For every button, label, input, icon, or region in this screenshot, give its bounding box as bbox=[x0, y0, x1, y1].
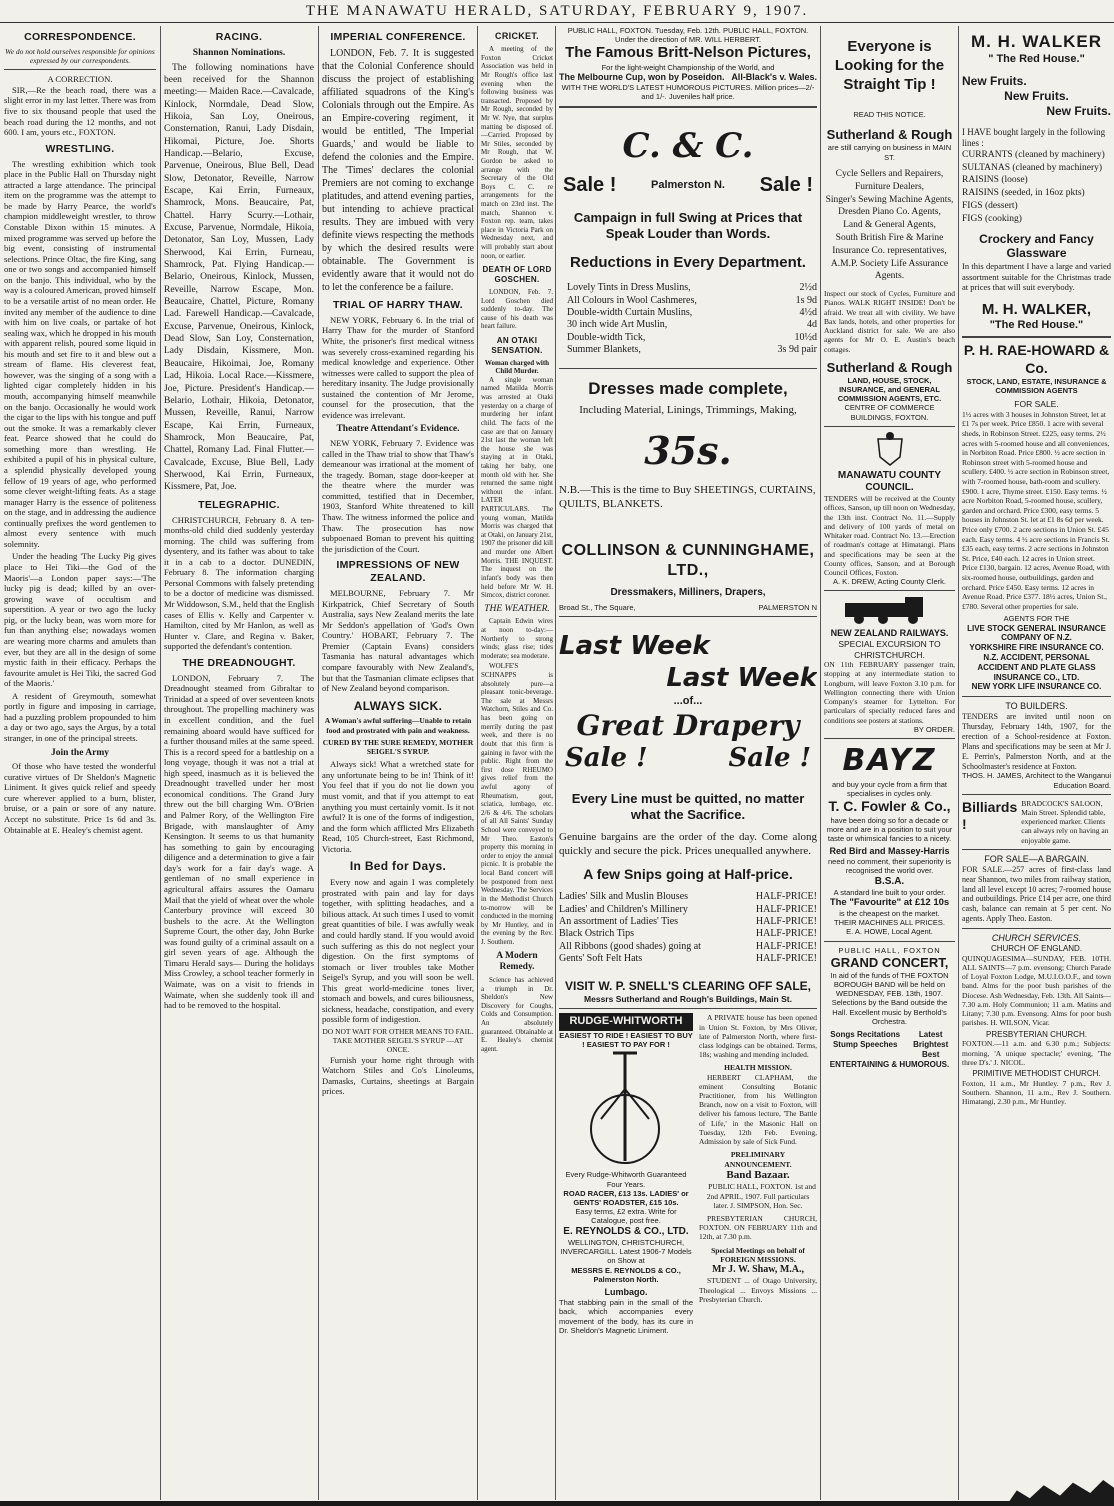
locomotive-icon bbox=[835, 595, 945, 625]
council-heading: MANAWATU COUNTY COUNCIL. bbox=[837, 469, 942, 493]
reduction-item-row bbox=[567, 307, 817, 319]
snip-item-value: HALF-PRICE! bbox=[755, 952, 817, 964]
divider bbox=[4, 69, 156, 70]
rudge-whitworth-ad bbox=[559, 1013, 693, 1335]
by-order: BY ORDER. bbox=[913, 724, 955, 734]
excursion-heading: SPECIAL EXCURSION TO CHRISTCHURCH. bbox=[838, 639, 941, 660]
theatre-text: NEW YORK, February 7. Evidence was called in the Thaw trial to show that Thaw's demeanour was irrational at the moment of the tragedy. Boman, stage door-keeper at the theatre where the murder was committed, testified that in December, 1903, Stanford White threatened to kill Thaw. The witness informed the police and Thaw. The prosecution has now subpoenaed Boman to prevent his quitting the jurisdiction of the Court. bbox=[322, 438, 474, 554]
snip-item-value: HALF-PRICE! bbox=[755, 891, 817, 903]
sale-a: Sale ! bbox=[565, 743, 648, 774]
column-7-ads bbox=[962, 26, 1111, 1500]
grand-concert: GRAND CONCERT, bbox=[830, 954, 949, 970]
cc-logo: C. & C. bbox=[622, 125, 754, 166]
column-3 bbox=[322, 26, 474, 1500]
last-week-1: Last Week bbox=[559, 631, 710, 662]
sale-listings: 1½ acres with 3 houses in Johnston Street, let at £1 7s per week. Price £850. 1 acre with several sheds, in Robinson Street. £225, easy terms. 2½ acres with 5-roomed house and all conveniences, in Norbiton Road. Price £800. ½ acre section in Robinson street with 5-roomed house and scullery. £400. ½ acre section in Robinson street, with 7-roomed house, bath-room and scullery. £900. 1 acre, Thyme street. £150. Easy terms. ½ acre Norbiton Road, 5-roomed house, scullery, garden and orchard. Price £300, easy terms. 5 houses in Johnston St. let at £1 8s 6d per week. Price only £700. 2 acre sections in Union St. £45 each. Easy terms. 4 ½ acre sections in Francis St. £35 each, easy terms. 2 acre sections in Johnston St. Price, £40 each. 12 acres in Union street. Price £130, bargain. 12 acres, Avenue Road, with six-roomed house, outbuildings, garden and orchard. Price £450. Easy terms. 12 acres in Avenue Road. Price £377. 18½ acres, Union St., £780. Several other properties for sale. bbox=[962, 409, 1110, 611]
collinson-name: COLLINSON & CUNNINGHAME, LTD., bbox=[561, 542, 815, 580]
telegraphic-heading: TELEGRAPHIC. bbox=[198, 498, 280, 511]
last-week-2: Last Week bbox=[666, 663, 817, 694]
nb-line: N.B.—This is the time to Buy SHEETINGS, CURTAINS, QUILTS, BLANKETS. bbox=[559, 484, 816, 510]
entertaining-line: ENTERTAINING & HUMOROUS. bbox=[829, 1059, 950, 1069]
read-notice: READ THIS NOTICE. bbox=[853, 110, 926, 120]
correspondence-heading: CORRESPONDENCE. bbox=[24, 31, 136, 43]
sick-subheading-2: CURED BY THE SURE REMEDY, MOTHER SEIGEL'S SYRUP. bbox=[322, 737, 474, 757]
shannon-title: Shannon Nominations. bbox=[192, 47, 286, 58]
services-list bbox=[824, 168, 955, 283]
rudge-guarantee: Every Rudge-Whitworth Guaranteed Four Years. bbox=[565, 1170, 687, 1189]
songs-list: Songs Recitations Stump Speeches bbox=[830, 1030, 901, 1049]
imperial-text: LONDON, Feb. 7. It is suggested that the Colonial Conference should discuss the project of establishing affiliated squadrons of the King's Colonials through out the Empire. As an Empire-covering regiment, it would be entitled, 'The Imperial Guards,' and would be liable to defend the colonies and the Empire. The 'Times' declares the colonial Premiers are not coming to exchange platitudes, and attend evening parties, but intending to achieve practical results. They are imbued with very definite views respecting the methods by which the desired results were obtainable. The Government is evidently aware that it would not do to let the conference be a failure. bbox=[322, 47, 474, 293]
billiards-text: BRADCOCK'S SALOON, Main Street. Splendid table, experienced marker. Clients can always rely on having an enjoyable game. bbox=[1021, 798, 1109, 845]
favourite-sub: is the cheapest on the market. bbox=[839, 908, 940, 918]
racing-text: The following nominations have been received for the Shannon meeting:— Maiden Race.—Cavalcade, Kinlock, Normdale, Dead Slow, Hikoia, San Loy, Oneirous, Consternation, Ranui, Lady Disdain, Hikomai, Picture, Joe. Shorts Handicap.—Belario, Excuse, Parvenue, Oneirous, Blue Bell, Dead Slow, Detonator, Reveille, Narrow Escape, Kai Errin, Furneaux, Shamrock, Mons. Beaucaire, Pat, Chattel. Harry Scurry.—Lothair, Excuse, Parvenue, Normdale, Hikoia, Detonator, San Loy, Mussen, Lady Sherwood, Kai Errin, Furneau, Shamrock, Pat. Flying Handicap.—Belario, Oneirous, Kinlock, Mussen, Reveille, Narrow Escape, Mon. Beaucaire, Chattel, Picture, Romany Lad. Farewell Handicap.—Cavalcade, Excuse, Parvenue, Oneirous, Kinlock, Dead Slow, San Loy, Consternation, Lady Disdain, Kissmere, Mon. Beaucaire, Hikoimai, Joe, Romany Lad, Hikoia. Local Race.—Kissmere, Joe, Picture. President's Handicap.—Belario, Lothair, Hikoia, Detonator, Mussen, Reveille, Ranui, Narrow Escape, Kai Errin, Furneaux, Shamrock, Mon Beaucaire, Pat, Chattel, Romany Lad. Final Flutter.—Cavalcade, Excuse, Blue Bell, Lady Sherwood, Kai Errin, Furneaux, Kissmere, Pat, Joe. bbox=[164, 62, 314, 493]
fruit-line: FIGS (dessert) bbox=[962, 201, 1018, 212]
band-detail: PUBLIC HALL, FOXTON. 1st and 2nd APRIL, 1907. Full particulars later. J. SIMPSON, Hon. Sec. bbox=[706, 1182, 816, 1210]
snip-item-value: HALF-PRICE! bbox=[755, 903, 817, 915]
britt-small: WITH THE WORLD'S LATEST HUMOROUS PICTURES. Million prices—2/- and 1/-. Juveniles half price. bbox=[561, 83, 815, 102]
bed-heading: In Bed for Days. bbox=[349, 859, 447, 874]
bargain-text: FOR SALE.—257 acres of first-class land near Shannon, two miles from railway station, land all level except 10 acres; 7-roomed house and outbuildings. Price £14 per acre, one third cash, balance can remain at 5 per cent. No agents. Apply Theo. Easton. bbox=[962, 864, 1111, 924]
reductions: Reductions in Every Department. bbox=[570, 253, 806, 271]
schnapps-text: WOLFE'S SCHNAPPS is absolutely pure—a pleasant tonic-beverage. The sale at Messrs Watchorn, Stiles and Co. has been going on merrily during the past week, and there is no doubt that this firm is gaining in favor with the public. Right from the first dose RHEUMO gives relief from the awful agony of Rheumatism, gout, sciatica, lumbago, etc. 2/6 & 4/6. The scholars of all All Saints' Sunday School were conveyed to Mr Theo. Easton's property this morning in order to enjoy the annual picnic. It is probable the local Band concert will be postponed from next Wednesday. The Services in the Methodist Church to-morrow will be conducted in the morning by Mr Huntley, and in the evening by the Rev. J. Southern. bbox=[481, 662, 553, 946]
service-line: Dresden Piano Co. Agents, bbox=[838, 207, 941, 218]
crockery-heading: Crockery and Fancy Glassware bbox=[979, 231, 1094, 261]
service-line: Land & General Agents, bbox=[843, 220, 936, 231]
red-bird: Red Bird and Massey-Harris bbox=[829, 846, 950, 857]
dresses-heading: Dresses made complete, bbox=[588, 379, 788, 399]
rae-howard-heading: P. H. RAE-HOWARD & Co. bbox=[963, 342, 1110, 376]
drapers-line: Dressmakers, Milliners, Drapers, bbox=[610, 586, 766, 598]
reduction-item-row bbox=[567, 319, 817, 331]
fruit-line: RAISINS (seeded, in 16oz pkts) bbox=[962, 188, 1085, 199]
reduction-item-value: 1s 9d bbox=[795, 294, 817, 306]
church-services-heading: CHURCH SERVICES. bbox=[991, 932, 1082, 943]
snip-item-value: HALF-PRICE! bbox=[755, 940, 817, 952]
snips-list bbox=[559, 891, 817, 965]
remedy-heading: A Modern Remedy. bbox=[496, 950, 538, 973]
reduction-item-row bbox=[567, 332, 817, 344]
presbyterian-text: FOXTON.—11 a.m. and 6.30 p.m.; Subjects: morning, 'A unique spectacle;' evening, 'The three D's.' J. NICOL. bbox=[962, 1039, 1111, 1067]
genuine-line: Genuine bargains are the order of the day. Come along quickly and secure the pick. Prices unequalled anywhere. bbox=[559, 831, 817, 857]
fowler-text: have been doing so for a decade or more and are in a position to suit your taste or whimsical fancies to a nicety. bbox=[826, 815, 953, 843]
railways-heading: NEW ZEALAND RAILWAYS. bbox=[830, 628, 949, 639]
rudge-title: RUDGE-WHITWORTH bbox=[559, 1013, 693, 1031]
bed-text: Every now and again I was completely prostrated with pain and lay for days together, with splitting headaches, and a bilious attack. At such times I used to vomit great quantities of bile. I was awfully weak and could hardly stand. If you would avoid such suffering as this do not neglect your digestion. On the first symptoms of stomach or liver troubles take Mother Seigel's Syrup, and you will soon be well. This great world-medicine tones liver, stomach and bowels, and cures biliousness, sickness, headache, constipation, and every possible form of indigestion. bbox=[322, 877, 474, 1025]
impressions-text: MELBOURNE, February 7. Mr Kirkpatrick, Chief Secretary of South Australia, says New Zealand merits the late Mr Seddon's appellation of 'God's Own Country.' HOBART, February 7. The Premier (Captain Evans) considers Tasmania has natural advantages which compare favourably with New Zealand's, but that the Tasmanian climate eclipses that of New Zealand beyond comparison. bbox=[322, 588, 474, 694]
snip-item-value: HALF-PRICE! bbox=[755, 915, 817, 927]
impressions-heading: IMPRESSIONS OF NEW ZEALAND. bbox=[336, 559, 460, 585]
theatre-heading: Theatre Attendant's Evidence. bbox=[336, 424, 460, 435]
great-drapery: Great Drapery bbox=[576, 708, 800, 742]
campaign: Campaign in full Swing at Prices that Speak Louder than Words. bbox=[573, 210, 803, 241]
walker-heading: M. H. WALKER bbox=[971, 32, 1102, 51]
band-bazaar: Band Bazaar. bbox=[726, 1168, 790, 1181]
goschen-heading: DEATH OF LORD GOSCHEN. bbox=[482, 265, 552, 285]
bsa-heading: B.S.A. bbox=[874, 875, 905, 887]
bargain-heading: FOR SALE—A BARGAIN. bbox=[984, 853, 1089, 864]
rudge-prices: ROAD RACER, £13 13s. LADIES' or GENTS' ROADSTER, £15 10s. bbox=[563, 1188, 689, 1207]
reduction-item-label: 30 inch wide Art Muslin, bbox=[567, 319, 668, 331]
masthead: THE MANAWATU HERALD, SATURDAY, FEBRUARY 9, 1907. bbox=[0, 0, 1114, 23]
syrup-line: DO NOT WAIT FOR OTHER MEANS TO FAIL. TAKE MOTHER SEIGEL'S SYRUP —AT ONCE. bbox=[322, 1027, 474, 1055]
excursion-text: ON 11th FEBRUARY passenger train, stopping at any intermediate station to Longburn, will leave Foxton 3.10 p.m. for Wellington connecting there with Union Company's steamer for Lyttelton. For particulars of specially reduced fares and conditions see posters at stations. bbox=[824, 660, 955, 725]
wrestling-heading: WRESTLING. bbox=[45, 142, 115, 155]
snip-item-row bbox=[559, 928, 817, 940]
snell-heading: VISIT W. P. SNELL'S CLEARING OFF SALE, bbox=[565, 979, 811, 994]
reduction-item-row bbox=[567, 344, 817, 356]
sick-text: Always sick! What a wretched state for any unfortunate being to be in! Think of it! You feel that if you do not lie down you must vomit, and that if you attempt to eat anything you must certainly vomit. Is it not awful? It is one of the forms of indigestion, and the form which afflicted Mrs Elizabeth Read, 105 Church-street, East Richmond, Victoria. bbox=[322, 759, 474, 854]
builders-heading: TO BUILDERS. bbox=[1005, 701, 1068, 712]
snip-item-label: All Ribbons (good shades) going at bbox=[559, 940, 701, 952]
fruit-list bbox=[962, 149, 1111, 226]
rudge-terms: Easy terms, £2 extra. Write for Catalogue, post free. bbox=[575, 1207, 677, 1226]
methodist-heading: PRIMITIVE METHODIST CHURCH. bbox=[972, 1069, 1101, 1079]
disclaimer: We do not hold ourselves responsible for opinions expressed by our correspondents. bbox=[5, 46, 155, 66]
snip-item-row bbox=[559, 941, 817, 953]
crockery-text: In this department I have a large and varied assortment suitable for the Christmas trade at prices that will suit everybody. bbox=[962, 261, 1111, 293]
inspect-text: Inspect our stock of Cycles, Furniture and Pianos. WALK RIGHT INSIDE! Don't be afraid. We treat all with civility. We have Bax lands, hotels, and other properties for Auckland district for sale. We are also agents for Mr O. E. Austin's beach cottages. bbox=[824, 289, 955, 354]
goschen-text: LONDON, Feb. 7. Lord Goschen died suddenly to-day. The cause of his death was heart failure. bbox=[481, 287, 553, 331]
prices-line: THEIR MACHINES ALL PRICES. bbox=[834, 918, 945, 928]
reduction-item-label: Lovely Tints in Dress Muslins, bbox=[567, 282, 691, 294]
snip-item-label: Black Ostrich Tips bbox=[559, 928, 635, 940]
reduction-item-value: 4½d bbox=[799, 307, 817, 318]
reynolds-local: MESSRS E. REYNOLDS & CO., Palmerston North. bbox=[571, 1265, 681, 1284]
snip-item-value: HALF-PRICE! bbox=[755, 928, 817, 940]
bayz-heading: BAYZ bbox=[842, 742, 937, 778]
live-stock-insurance: LIVE STOCK GENERAL INSURANCE COMPANY OF N.Z. bbox=[967, 623, 1106, 643]
cricket-heading: CRICKET. bbox=[495, 31, 539, 41]
lucky-pig-text: Under the heading 'The Lucky Pig gives place to Hei Tiki—the God of the Maoris'—a London paper says:—'The lucky pig is dead; killed by an over-growing wave of occultism and superstition. A year or two ago the lucky pig, or the lucky bean, was worn more for fun than anything else; nowadays women are wearing more charms and amulets than ever, but they are all in the design of some mystic faith in their efficacy. Perhaps the favourite amulet is Hei Tiki, the sacred God of the Maoris.' bbox=[4, 551, 156, 689]
bought-line: I HAVE bought largely in the following lines : bbox=[962, 126, 1106, 148]
methodist-text: Foxton, 11 a.m., Mr Huntley. 7 p.m., Rev J. Southern. Shannon, 11 a.m., Rev J. Southern. Himatangi, 2.30 p.m., Mr Huntley. bbox=[962, 1078, 1111, 1107]
thaw-heading: TRIAL OF HARRY THAW. bbox=[332, 298, 464, 311]
torn-edge bbox=[0, 1501, 1114, 1506]
drew-signature: A. K. DREW, Acting County Clerk. bbox=[833, 577, 946, 587]
agents-for: AGENTS FOR THE bbox=[1003, 614, 1070, 624]
presbyterian-notice: PRESBYTERIAN CHURCH, FOXTON. ON FEBRUARY 11th and 12th, at 7.30 p.m. bbox=[699, 1213, 817, 1242]
red-house: " The Red House." bbox=[988, 52, 1085, 65]
sutherland-rough: Sutherland & Rough bbox=[826, 127, 953, 143]
reduction-item-value: 4d bbox=[807, 319, 817, 331]
private-house: A PRIVATE house has been opened in Union St. Foxton, by Mrs Oliver, late of Palmerston North, where first-class lodgings can be obtained. Terms, 18s; washing and mending included. bbox=[699, 1013, 817, 1060]
snip-item-row bbox=[559, 953, 817, 965]
service-line: Singer's Sewing Machine Agents, bbox=[825, 194, 954, 205]
snip-item-label: Ladies' and Children's Millinery bbox=[559, 903, 688, 915]
sutherland-rough-2-sub: LAND, HOUSE, STOCK, INSURANCE, and GENERAL COMMISSION AGENTS, ETC. bbox=[837, 375, 942, 404]
otaki-heading: AN OTAKI SENSATION. bbox=[491, 336, 543, 355]
lumbago-text: That stabbing pain in the small of the back, which accompanies every movement of the body, has its cure in Dr. Sheldon's Magnetic Liniment. bbox=[559, 1298, 693, 1335]
wrestling-text: The wrestling exhibition which took place in the Public Hall on Thursday night attracted a large attendance. The principal item on the programme was the attempt to be made by Harry Pearce, the world's champion middleweight wrestler, to throw Constable Dixon within 15 minutes. A mixed programme was served up before the big event, consisting of instrumental selections. Prince Oltac, the fire King, sang one or two songs and accompanied himself on the banjo. This individual, who by the way is a coloured American, proved himself to be a versatile artist of no mean order. He invited any member of the audience to dine with him on live coals, or partake of hot sealing wax, which he dropped in his mouth with apparent relish, poured some liquid in his mouth and set fire to it and blew out a stream of flame. His cleverest feat, however, was the singing of a song with a lighted cigar completely hidden in his mouth, accompanying himself meanwhile on the banjo. Occasionally he would work the cigar to the lips with his tongue and puff out the smoke. It was a remarkably clever feat. Pearce showed that he could do something more than wrestling. He exhibited a pupil of his in physical culture, a splendid physically developed young fellow of 19 years of age, who performed some clever weight-lifting feats. As a stage manager Harry is the essence of politeness on the stage, and in addressing the audience continually prefixes the word gentlemen to almost every sentence with much solemnity. bbox=[4, 158, 156, 549]
snips-heading: A few Snips going at Half-price. bbox=[583, 866, 793, 883]
sale-right: Sale ! bbox=[759, 174, 813, 197]
coat-of-arms-icon bbox=[870, 431, 910, 467]
sick-subheading: A Woman's awful suffering—Unable to retain food and prostrated with pain and weakness. bbox=[324, 716, 472, 735]
dress-price: 35s. bbox=[644, 427, 732, 473]
fruit-line: RAISINS (loose) bbox=[962, 175, 1028, 186]
telegraphic-text: CHRISTCHURCH, February 8. A ten-months-old child died suddenly yesterday morning. The child was suffering from dysentery, and its father was about to take it in a cab to a doctor. DUNEDIN, February 8. The information charging Personal Commons with falsely pretending to be a doctor of medicine was dismissed. Mr Widdowson, S.M., held that the English cases of Ellis v. Kelly and Carpenter v. Hamilton, cited by Mr Hanlon, as well as Hunter v. Clare, and Regina v. Baker, supported the defendant's contention. bbox=[164, 514, 314, 652]
grand-text: In aid of the funds of THE FOXTON BOROUGH BAND will be held on WEDNESDAY, FEB. 13th, 1907. Selections by the Band outside the Hall. Excellent music by Berthold's Orchestra. bbox=[830, 970, 949, 1026]
billiards-heading: Billiards ! bbox=[962, 798, 1018, 832]
reynolds-name: E. REYNOLDS & CO., LTD. bbox=[563, 1225, 689, 1237]
hall-under: Under the direction of MR. WILL HERBERT. bbox=[615, 35, 761, 45]
red-house-2: "The Red House." bbox=[989, 318, 1084, 331]
new-fruits-2: New Fruits. bbox=[1004, 89, 1069, 104]
reductions-list bbox=[559, 282, 817, 356]
howe-agent: E. A. HOWE, Local Agent. bbox=[846, 927, 933, 937]
james-signature: THOS. H. JAMES, Architect to the Wanganui Education Board. bbox=[962, 771, 1111, 790]
prelim-heading: PRELIMINARY ANNOUNCEMENT. bbox=[724, 1150, 792, 1169]
bayz-sub: and buy your cycle from a firm that specialises in cycles only. bbox=[831, 779, 948, 799]
sale-b: Sale ! bbox=[728, 743, 811, 774]
church-england-heading: CHURCH OF ENGLAND. bbox=[990, 943, 1083, 953]
bsa-text: A standard line built to your order. bbox=[833, 887, 946, 897]
racing-heading: RACING. bbox=[215, 31, 263, 43]
builders-text: TENDERS are invited until noon on Thursday, February 14th, 1907, for the erection of a School-residence at Foxton. Plans and specifications may be seen at Mr J. E. Perrin's, Palmerston North, and at the Schoolmaster's residence at Foxton. bbox=[962, 712, 1111, 771]
shaw-sub: STUDENT ... of Otago University, Theological ... Envoys Missions ... Presbyterian Church. bbox=[699, 1276, 817, 1304]
melbourne-cup: The Melbourne Cup, won by Poseidon. bbox=[559, 72, 725, 83]
column-rule bbox=[555, 26, 556, 1500]
public-hall-heading: PUBLIC HALL, FOXTON bbox=[838, 945, 941, 955]
palmerston: Palmerston N. bbox=[651, 178, 725, 191]
health-heading: HEALTH MISSION. bbox=[724, 1063, 792, 1073]
correction-text: SIR,—Re the beach road, there was a slight error in my last letter. There was from five to six thousand people that used the beach road during the 12 months, and not 600. I am, yours etc., FOXTON. bbox=[4, 84, 156, 138]
red-bird-sub: need no comment, their superiority is recognised the world over. bbox=[828, 857, 951, 876]
collinson-town: PALMERSTON N bbox=[758, 603, 817, 613]
notices-column bbox=[699, 1013, 817, 1335]
sutherland-sub: are still carrying on business in MAIN ST. bbox=[827, 143, 952, 162]
dreadnought-heading: THE DREADNOUGHT. bbox=[182, 656, 296, 669]
weather-text: Captain Edwin wires at noon to-day:— Northerly to strong winds; glass rise; tides moderate; sea moderate. bbox=[481, 617, 553, 660]
ny-life-insurance: NEW YORK LIFE INSURANCE CO. bbox=[971, 682, 1102, 692]
yorkshire-insurance: YORKSHIRE FIRE INSURANCE CO. bbox=[969, 643, 1104, 653]
column-5-ads bbox=[559, 26, 817, 1500]
correction-title: A CORRECTION. bbox=[47, 74, 113, 85]
join-army-title: Join the Army bbox=[50, 747, 110, 758]
every-line: Every Line must be quitted, no matter what the Sacrifice. bbox=[571, 791, 805, 823]
column-rule bbox=[958, 26, 959, 1500]
service-line: A.M.P. Society Life Assurance Agents. bbox=[830, 258, 949, 282]
snip-item-row bbox=[559, 904, 817, 916]
latest-list: Latest Brightest Best bbox=[913, 1030, 949, 1059]
column-4 bbox=[481, 26, 553, 1500]
dreadnought-text: LONDON, February 7. The Dreadnought steamed from Gibraltar to Trinidad at a speed of over seventeen knots throughout. The propelling machinery was in excellent condition, and the fuel remaining aboard would have sufficed for a further thousand miles at the same speed. This is a record speed for a battleship on a long voyage, though it was not a trial at high speed, inasmuch as it is believed the Dreadnought travelled under her most economical conditions. The Grand Jury threw out the bill charging Wm. O'Brien and Palmer Rory, of the Wellington Fire Brigade, with manslaughter of Amy Kensington. It seems to us that humanity has something to gain by encouraging diligence and a determination to give a fair day's work for a fair day's wage. A gentleman of no small experience in agricultural affairs assures the Oamaru Mail that the yield of wheat over the whole Canterbury province will exceed 30 bushels to the acre. At the Wellington Supreme Court, the other day, John Burke was found guilty of a criminal assault on a girl seven years of age. Although the Timaru Herald says— During the holidays Miss Crowley, a school teacher formerly in Waimate, was on a visit to friends in Waimate, when she suddenly took ill and had to be removed to the hospital. bbox=[164, 672, 314, 1011]
service-line: South British Fire & Marine Insurance Co. representatives, bbox=[832, 232, 947, 256]
reduction-item-label: Double-width Tick, bbox=[567, 331, 646, 343]
reduction-item-label: All Colours in Wool Cashmeres, bbox=[567, 294, 697, 306]
service-line: Cycle Sellers and Repairers, Furniture Dealers, bbox=[835, 168, 944, 192]
column-1 bbox=[4, 26, 156, 1500]
reduction-item-row bbox=[567, 295, 817, 307]
weather-heading: THE WEATHER. bbox=[484, 603, 550, 614]
fowler-name: T. C. Fowler & Co., bbox=[828, 798, 951, 815]
thaw-text: NEW YORK, February 6. In the trial of Harry Thaw for the murder of Stanford White, the prisoner's first medical witness was severely cross-examined regarding his medical knowledge and experience. Other witnesses were called to support the plea of hereditary insanity. The Judge provisionally sustained the contention of Mr Jerome, counsel for the prosecution, that the evidence was irrelevant. bbox=[322, 314, 474, 420]
straight-tip-heading: Everyone is Looking for the Straight Tip ! bbox=[834, 38, 945, 93]
reduction-item-row bbox=[567, 282, 817, 294]
reduction-item-value: 3s 9d pair bbox=[777, 343, 817, 355]
sale-left: Sale ! bbox=[563, 174, 617, 197]
tenders-text: TENDERS will be received at the County offices, Sanson, up till noon on Wednesday, the 13th inst. Contract No. 11.—Supply and delivery of 100 yards of metal on Whitaker road. Contract No. 13.—Erection of roadman's cottage at Himatangi. Plans and specifications may be seen at the County offices, Sanson, and at Borough Council Offices, Foxton. bbox=[824, 494, 955, 577]
walker-heading-2: M. H. WALKER, bbox=[981, 300, 1092, 318]
of-line: ...of... bbox=[673, 695, 703, 708]
britt-sub: For the light-weight Championship of the World, and bbox=[601, 62, 775, 72]
reduction-item-value: 10½d bbox=[794, 331, 817, 343]
hall-line: PUBLIC HALL, FOXTON. Tuesday, Feb. 12th. PUBLIC HALL, FOXTON. bbox=[567, 26, 809, 35]
snip-item-row bbox=[559, 916, 817, 928]
snip-item-row bbox=[559, 891, 817, 903]
reduction-item-value: 2½d bbox=[799, 282, 817, 294]
column-rule bbox=[318, 26, 319, 1500]
otaki-text: A single woman named Matilda Morris was arrested at Otaki yesterday on a charge of murdering her infant child. The facts of the case are that on January 21st last the woman left the house she was staying at in Otaki, taking her baby, one month old with her. She returned the same night without the infant. LATER PARTICULARS. The young woman, Matilda Morris was charged that at Otaki, on January 21st, 1907 the prisoner did kill and murder one Albert Morris. THE INQUEST. The inquest on the infant's body was then held before Mr W. H. Simcox, district coroner. bbox=[481, 375, 553, 600]
furnish-text: Furnish your home right through with Watchorn Stiles and Co's Linoleums, Damasks, Curtains, sheetings at Bargain prices. bbox=[322, 1054, 474, 1097]
rudge-sub: EASIEST TO RIDE ! EASIEST TO BUY ! EASIEST TO PAY FOR ! bbox=[559, 1030, 693, 1050]
reynolds-address: WELLINGTON, CHRISTCHURCH, INVERCARGILL. Latest 1906-7 Models on Show at bbox=[560, 1237, 692, 1266]
always-sick-heading: ALWAYS SICK. bbox=[353, 698, 443, 713]
rae-howard-sub: STOCK, LAND, ESTATE, INSURANCE & COMMISSION AGENTS bbox=[966, 376, 1107, 396]
shaw-name: Mr J. W. Shaw, M.A., bbox=[711, 1264, 805, 1276]
greymouth-text: A resident of Greymouth, somewhat portly in figure and imposing in carriage, had a puzzling problem propounded to him a day or two ago, says the Argus, by a total stranger, in one of the principal streets. bbox=[4, 690, 156, 743]
britt-nelson-title: The Famous Britt-Nelson Pictures, bbox=[565, 44, 811, 62]
lumbago-heading: Lumbago. bbox=[604, 1287, 648, 1298]
column-6-ads bbox=[824, 26, 955, 1500]
favourite-line: The "Favourite" at £12 10s bbox=[829, 897, 950, 909]
remedy-text: Science has achieved a triumph in Dr. Sheldon's New Discovery for Coughs, Colds and Consumption. An absolutely guaranteed. Obtainable at E. Healey's chemist agent. bbox=[481, 975, 553, 1053]
all-blacks: All-Black's v. Wales. bbox=[731, 72, 817, 83]
collinson-address: Broad St., The Square, bbox=[559, 603, 636, 613]
centre-of-commerce: CENTRE OF COMMERCE BUILDINGS, FOXTON. bbox=[844, 403, 935, 422]
reduction-item-label: Summer Blankets, bbox=[567, 343, 641, 355]
snell-sub: Messrs Sutherland and Rough's Buildings, Main St. bbox=[584, 993, 792, 1004]
snip-item-label: Gents' Soft Felt Hats bbox=[559, 952, 643, 964]
column-rule bbox=[477, 26, 478, 1500]
accident-insurance: N.Z. ACCIDENT, PERSONAL ACCIDENT AND PLATE GLASS INSURANCE CO., LTD. bbox=[977, 652, 1096, 682]
bicycle-illustration bbox=[563, 1049, 689, 1167]
column-rule bbox=[160, 26, 161, 1500]
new-fruits-1: New Fruits. bbox=[962, 74, 1027, 89]
join-army-text: Of those who have tested the wonderful curative virtues of Dr Sheldon's Magnetic Liniment. It gives quick relief and speedy cure wherever applied to a burn, blister, bruise, or a pain or sore of any nature. Accept no substitute. Price 1s 6d and 3s. Obtainable at E. Healey's chemist agent. bbox=[4, 761, 156, 835]
church-england-text: QUINQUAGESIMA—SUNDAY, FEB. 10TH. ALL SAINTS—7 p.m. evensong; Church Parade of Loyal Foxton Lodge, M.U.I.O.O.F., and town band. Alms for the poor bush parishes of the Diocese. Ash Wednesday, Feb. 13th. All Saints—7.30 a.m. Holy Communion; 11 a.m. Matins and Litany; 7.30 p.m. Evensong. Alms for poor bush parishes. H. WILSON, Vicar. bbox=[962, 953, 1111, 1028]
fruit-line: SULTANAS (cleaned by machinery) bbox=[962, 162, 1103, 173]
snip-item-label: An assortment of Ladies' Ties bbox=[559, 915, 679, 927]
column-2 bbox=[164, 26, 314, 1500]
clapham-text: HERBERT CLAPHAM, the eminent Consulting Botanic Practitioner, from his Wellington Branch, now on a visit to Foxton, will deliver his famous lecture, 'The Battle of Life,' in the Masonic Hall on Tuesday, 12th Feb. Evening, Admission by sale of Sick Fund. bbox=[699, 1072, 817, 1147]
column-rule bbox=[820, 26, 821, 1500]
special-meetings: Special Meetings on behalf of FOREIGN MISSIONS. bbox=[711, 1245, 805, 1264]
new-fruits-3: New Fruits. bbox=[1046, 103, 1111, 118]
fruit-line: FIGS (cooking) bbox=[962, 213, 1022, 224]
snip-item-label: Ladies' Silk and Muslin Blouses bbox=[559, 891, 689, 903]
reduction-item-label: Double-width Curtain Muslins, bbox=[567, 307, 693, 318]
presbyterian-heading: PRESBYTERIAN CHURCH. bbox=[986, 1029, 1087, 1039]
fruit-line: CURRANTS (cleaned by machinery) bbox=[962, 149, 1105, 160]
cricket-text: A meeting of the Foxton Cricket Association was held in Mr Rough's office last evening when the following business was transacted. Proposed by Mr Rough, seconded by Mr W. Nye, that surplus matting be disposed of.—Carried. Proposed by Mr Stiles, seconded by Mr Rough, that W. Gordon be asked to arrange with the Secretary of the Old Boys C. C. re arrangements for the match on 23rd inst. The match, Shannon v. Foxton rep. team, takes place in Victoria Park on Wednesday next, and will probably start about noon, or earlier. bbox=[481, 45, 553, 260]
sutherland-rough-2: Sutherland & Rough bbox=[826, 359, 953, 375]
otaki-subheading: Woman charged with Child Murder. bbox=[484, 358, 550, 376]
for-sale-heading: FOR SALE. bbox=[1014, 399, 1059, 410]
imperial-heading: IMPERIAL CONFERENCE. bbox=[330, 31, 466, 43]
including-line: Including Material, Linings, Trimmings, Making, bbox=[579, 404, 797, 417]
